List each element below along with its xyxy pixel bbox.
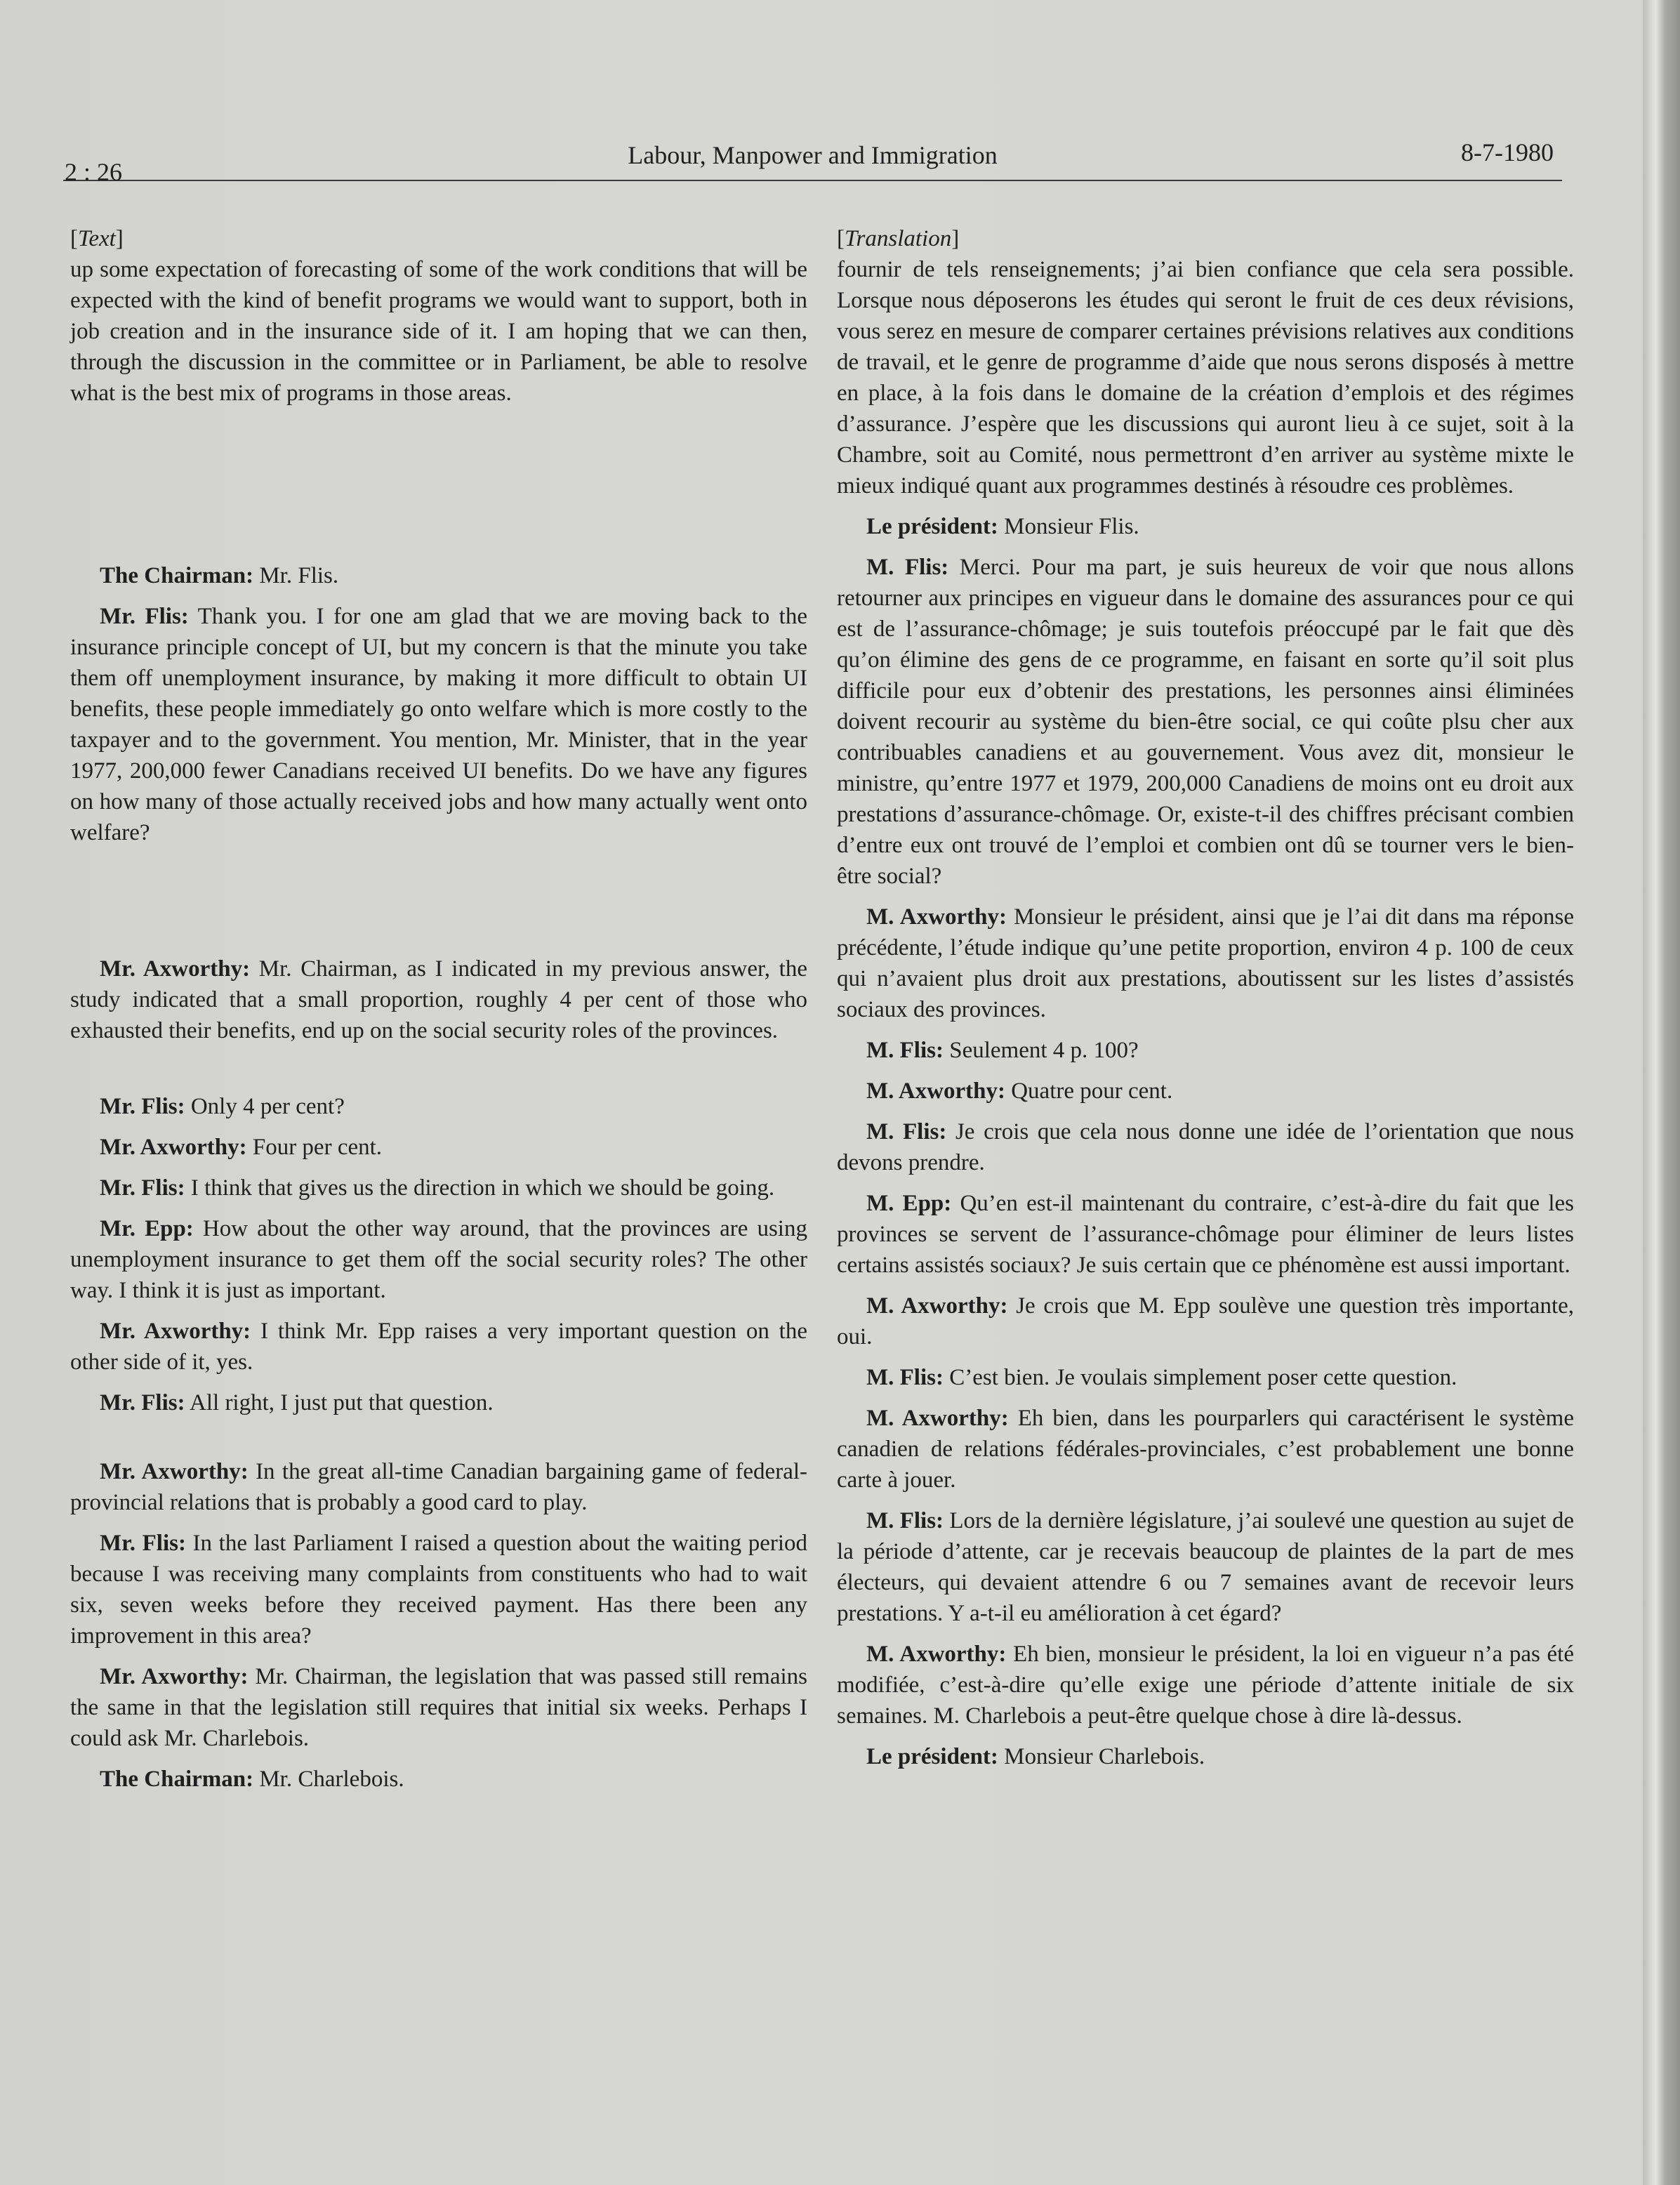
page-header: [63, 138, 1562, 186]
speaker-name: M. Axworthy:: [866, 1642, 1007, 1667]
speaker-name: Le président:: [866, 1744, 998, 1769]
speaker-name: Le président:: [866, 514, 998, 539]
paragraph: Mr. Flis: I think that gives us the direction in which we should be going.: [100, 1175, 775, 1201]
paragraph: Mr. Epp: How about the other way around, that the provinces are using unemployment insurance to get them off the social security roles? The other way. I think it is just as important.: [70, 1216, 807, 1303]
speaker-name: Mr. Flis:: [100, 1094, 185, 1119]
speaker-name: M. Flis:: [866, 1038, 944, 1063]
paragraph: Mr. Axworthy: Mr. Chairman, the legislation that was passed still remains the same in that the legislation still requires that initial six weeks. Perhaps I could ask Mr. Charlebois.: [70, 1664, 807, 1751]
paragraph: Mr. Flis: Only 4 per cent?: [100, 1094, 345, 1119]
speaker-name: M. Axworthy:: [866, 1406, 1009, 1431]
speaker-name: The Chairman:: [100, 563, 254, 588]
paragraph: up some expectation of forecasting of some of the work conditions that will be expected with the kind of benefit programs we would want to support, both in job creation and in the insurance side of it. I am hoping that we can then, through the discussion in the committee or in Parliament, be able to resolve what is the best mix of programs in those areas.: [70, 257, 807, 406]
paragraph: Mr. Axworthy: I think Mr. Epp raises a very important question on the other side of it, yes.: [70, 1319, 807, 1375]
speaker-name: Mr. Axworthy:: [100, 1135, 247, 1160]
speaker-name: M. Axworthy:: [866, 1293, 1008, 1319]
paragraph: The Chairman: Mr. Charlebois.: [100, 1767, 404, 1792]
speaker-name: Mr. Flis:: [100, 604, 189, 629]
speaker-name: M. Flis:: [866, 555, 949, 580]
paragraph: M. Flis: Je crois que cela nous donne une idée de l’orientation que nous devons prendre.: [837, 1119, 1574, 1175]
speaker-name: Mr. Epp:: [100, 1216, 194, 1241]
header-date: 8-7-1980: [1461, 138, 1554, 166]
paragraph: Mr. Flis: All right, I just put that question.: [100, 1390, 494, 1415]
french-column: [837, 223, 1574, 1782]
speaker-name: M. Axworthy:: [866, 1078, 1005, 1104]
paragraph: The Chairman: Mr. Flis.: [100, 563, 339, 588]
paragraph: Le président: Monsieur Flis.: [866, 514, 1139, 539]
speaker-name: M. Flis:: [866, 1119, 947, 1144]
paragraph: M. Axworthy: Je crois que M. Epp soulève une question très importante, oui.: [837, 1293, 1575, 1349]
paragraph: M. Flis: Lors de la dernière législature, j’ai soulevé une question au sujet de la période d’attente, car je recevais beaucoup de plaintes de la part de mes électeurs, qui devaient attendre 6 ou 7 semaines avant de recevoir leurs prestations. Y a-t-il eu amélioration à cet égard?: [837, 1508, 1574, 1626]
speaker-name: Mr. Flis:: [100, 1175, 185, 1201]
speaker-name: Mr. Axworthy:: [100, 1319, 251, 1344]
speaker-name: M. Flis:: [866, 1365, 944, 1390]
paragraph: M. Flis: Seulement 4 p. 100?: [866, 1038, 1139, 1063]
paragraph: Mr. Flis: Thank you. I for one am glad that we are moving back to the insurance principle concept of UI, but my concern is that the minute you take them off unemployment insurance, by making it more difficult to obtain UI benefits, these people immediately go onto welfare which is more costly to the taxpayer and to the government. You mention, Mr. Minister, that in the year 1977, 200,000 fewer Canadians received UI benefits. Do we have any figures on how many of those actually received jobs and how many actually went onto welfare?: [70, 604, 807, 845]
column-label: [Text]: [70, 226, 124, 251]
column-label: [Translation]: [837, 226, 960, 251]
speaker-name: The Chairman:: [100, 1767, 254, 1792]
speaker-name: M. Axworthy:: [866, 904, 1007, 930]
page-number: 2 : 26: [65, 158, 123, 186]
paragraph: M. Epp: Qu’en est-il maintenant du contraire, c’est-à-dire du fait que les provinces se servent de l’assurance-chômage pour éliminer de leurs listes certains assistés sociaux? Je suis certain que ce phénomène est aussi important.: [837, 1191, 1575, 1278]
column-label-text: Text: [78, 226, 116, 251]
english-column: [70, 223, 807, 1804]
page-edge: [1643, 0, 1680, 2185]
speaker-name: M. Flis:: [866, 1508, 944, 1533]
speaker-name: Mr. Axworthy:: [100, 956, 251, 982]
paragraph: Mr. Axworthy: Mr. Chairman, as I indicated in my previous answer, the study indicated that a small proportion, roughly 4 per cent of those who exhausted their benefits, end up on the social security roles of the provinces.: [70, 956, 807, 1043]
speaker-name: Mr. Flis:: [100, 1531, 186, 1556]
running-title: Labour, Manpower and Immigration: [628, 141, 998, 169]
paragraph: M. Axworthy: Eh bien, dans les pourparlers qui caractérisent le système canadien de relations fédérales-provinciales, c’est probablement une bonne carte à jouer.: [837, 1406, 1574, 1493]
paragraph: M. Axworthy: Eh bien, monsieur le président, la loi en vigueur n’a pas été modifiée, c’est-à-dire qu’elle exige une période d’attente initiale de six semaines. M. Charlebois a peut-être quelque chose à dire là-dessus.: [837, 1642, 1574, 1729]
speaker-name: Mr. Axworthy:: [100, 1459, 249, 1484]
paragraph: Mr. Axworthy: In the great all-time Canadian bargaining game of federal-provincial relations that is probably a good card to play.: [70, 1459, 807, 1515]
paragraph: Mr. Flis: In the last Parliament I raised a question about the waiting period because I was receiving many complaints from constituents who had to wait six, seven weeks before they received payment. Has there been any improvement in this area?: [70, 1531, 808, 1649]
paragraph: fournir de tels renseignements; j’ai bien confiance que cela sera possible. Lorsque nous déposerons les études qui seront le fruit de ces deux révisions, vous serez en mesure de comparer certaines prévisions relatives aux conditions de travail, et le genre de programme d’aide que nous serons disposés à mettre en place, à la fois dans le domaine de la création d’emplois et des régimes d’assurance. J’espère que les discussions qui auront lieu à ce sujet, soit à la Chambre, soit au Comité, nous permettront d’en arriver au système mixte le mieux indiqué quant aux programmes destinés à résoudre ces problèmes.: [837, 257, 1574, 499]
paragraph: M. Axworthy: Quatre pour cent.: [866, 1078, 1173, 1104]
paragraph: Mr. Axworthy: Four per cent.: [100, 1135, 383, 1160]
column-label-text: Translation: [845, 226, 952, 251]
speaker-name: Mr. Flis:: [100, 1390, 185, 1415]
paragraph: M. Axworthy: Monsieur le président, ainsi que je l’ai dit dans ma réponse précédente, l’étude indique qu’une petite proportion, environ 4 p. 100 de ceux qui n’avaient plus droit aux prestations, aboutissent sur les listes d’assistés sociaux des provinces.: [837, 904, 1575, 1022]
speaker-name: M. Epp:: [866, 1191, 952, 1216]
paragraph: M. Flis: Merci. Pour ma part, je suis heureux de voir que nous allons retourner aux principes en vigueur dans le domaine des assurances pour ce qui est de l’assurance-chômage; je suis toutefois préoccupé par le fait que dès qu’on élimine des gens de ce programme, en faisant en sorte qu’il soit plus difficile pour eux d’obtenir des prestations, les personnes ainsi éliminées doivent recourir au système du bien-être social, ce qui coûte plsu cher aux contribuables canadiens et au gouvernement. Vous avez dit, monsieur le ministre, qu’entre 1977 et 1979, 200,000 Canadiens de moins ont eu droit aux prestations d’assurance-chômage. Or, existe-t-il des chiffres précisant combien d’entre eux ont trouvé de l’emploi et combien ont dû se tourner vers le bien-être social?: [837, 555, 1574, 889]
paragraph: Le président: Monsieur Charlebois.: [866, 1744, 1205, 1769]
speaker-name: Mr. Axworthy:: [100, 1664, 249, 1689]
paragraph: M. Flis: C’est bien. Je voulais simplement poser cette question.: [866, 1365, 1457, 1390]
